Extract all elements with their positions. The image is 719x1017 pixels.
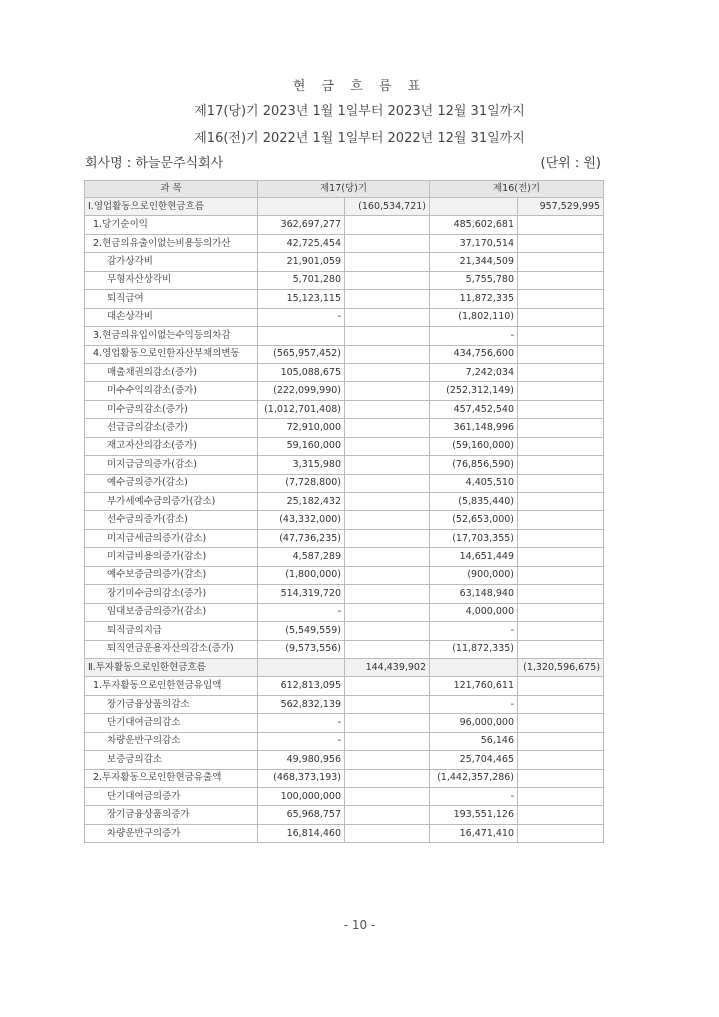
prior-detail-cell: 193,551,126: [430, 806, 518, 824]
account-cell: 1.투자활동으로인한현금유입액: [85, 677, 258, 695]
table-row: [85, 474, 604, 492]
account-cell: 미수수익의감소(증가): [85, 382, 258, 400]
current-detail-cell: (43,332,000): [258, 511, 345, 529]
prior-total-cell: [518, 216, 604, 234]
account-cell: 부가세예수금의증가(감소): [85, 493, 258, 511]
prior-detail-cell: 4,000,000: [430, 603, 518, 621]
header-account: 과 목: [85, 181, 258, 198]
prior-detail-cell: [430, 198, 518, 216]
current-total-cell: [345, 474, 430, 492]
prior-total-cell: [518, 345, 604, 363]
account-cell: 장기금융상품의증가: [85, 806, 258, 824]
prior-detail-cell: 121,760,611: [430, 677, 518, 695]
current-total-cell: [345, 732, 430, 750]
prior-detail-cell: 96,000,000: [430, 714, 518, 732]
current-total-cell: [345, 400, 430, 418]
current-detail-cell: (7,728,800): [258, 474, 345, 492]
prior-detail-cell: 56,146: [430, 732, 518, 750]
prior-detail-cell: 361,148,996: [430, 419, 518, 437]
prior-total-cell: [518, 622, 604, 640]
account-cell: 예수보증금의증가(감소): [85, 566, 258, 584]
current-total-cell: [345, 308, 430, 326]
prior-total-cell: [518, 363, 604, 381]
header-current: 제17(당)기: [258, 181, 430, 198]
current-total-cell: [345, 290, 430, 308]
prior-detail-cell: (76,856,590): [430, 456, 518, 474]
current-detail-cell: 15,123,115: [258, 290, 345, 308]
table-row: [85, 437, 604, 455]
prior-total-cell: [518, 308, 604, 326]
current-detail-cell: (1,800,000): [258, 566, 345, 584]
current-detail-cell: -: [258, 732, 345, 750]
current-detail-cell: (565,957,452): [258, 345, 345, 363]
current-detail-cell: 562,832,139: [258, 695, 345, 713]
current-detail-cell: (5,549,559): [258, 622, 345, 640]
table-row: [85, 253, 604, 271]
current-detail-cell: 21,901,059: [258, 253, 345, 271]
prior-total-cell: [518, 548, 604, 566]
prior-total-cell: [518, 271, 604, 289]
current-detail-cell: -: [258, 714, 345, 732]
current-total-cell: [345, 345, 430, 363]
current-total-cell: [345, 751, 430, 769]
table-row: [85, 658, 604, 676]
current-total-cell: [345, 603, 430, 621]
current-total-cell: [345, 640, 430, 658]
prior-detail-cell: -: [430, 327, 518, 345]
current-total-cell: [345, 419, 430, 437]
current-total-cell: [345, 363, 430, 381]
prior-total-cell: 957,529,995: [518, 198, 604, 216]
prior-detail-cell: 21,344,509: [430, 253, 518, 271]
prior-total-cell: [518, 290, 604, 308]
prior-total-cell: [518, 234, 604, 252]
prior-detail-cell: 16,471,410: [430, 824, 518, 842]
table-row: [85, 308, 604, 326]
prior-total-cell: [518, 769, 604, 787]
prior-detail-cell: -: [430, 788, 518, 806]
prior-total-cell: [518, 400, 604, 418]
prior-detail-cell: -: [430, 695, 518, 713]
table-row: [85, 234, 604, 252]
table-row: [85, 548, 604, 566]
current-total-cell: [345, 548, 430, 566]
account-cell: 미수금의감소(증가): [85, 400, 258, 418]
table-row: [85, 327, 604, 345]
prior-total-cell: [518, 437, 604, 455]
account-cell: 2.투자활동으로인한현금유출액: [85, 769, 258, 787]
account-cell: 장기금융상품의감소: [85, 695, 258, 713]
current-detail-cell: 59,160,000: [258, 437, 345, 455]
account-cell: 2.현금의유출이없는비용등의가산: [85, 234, 258, 252]
table-row: [85, 271, 604, 289]
current-total-cell: [345, 677, 430, 695]
prior-total-cell: [518, 456, 604, 474]
current-detail-cell: 5,701,280: [258, 271, 345, 289]
table-row: [85, 566, 604, 584]
prior-detail-cell: (900,000): [430, 566, 518, 584]
prior-total-cell: (1,320,596,675): [518, 658, 604, 676]
current-detail-cell: -: [258, 308, 345, 326]
prior-detail-cell: (1,442,357,286): [430, 769, 518, 787]
table-row: [85, 695, 604, 713]
current-detail-cell: 16,814,460: [258, 824, 345, 842]
account-cell: 매출채권의감소(증가): [85, 363, 258, 381]
company-name: 회사명 : 하늘문주식회사: [85, 156, 224, 171]
prior-total-cell: [518, 806, 604, 824]
account-cell: 장기미수금의감소(증가): [85, 585, 258, 603]
current-total-cell: [345, 806, 430, 824]
table-row: [85, 198, 604, 216]
table-row: [85, 640, 604, 658]
account-cell: 4.영업활동으로인한자산부채의변동: [85, 345, 258, 363]
prior-total-cell: [518, 677, 604, 695]
prior-total-cell: [518, 714, 604, 732]
account-cell: 임대보증금의증가(감소): [85, 603, 258, 621]
unit-label: (단위 : 원): [540, 156, 601, 171]
current-detail-cell: -: [258, 603, 345, 621]
table-row: [85, 529, 604, 547]
prior-detail-cell: [430, 658, 518, 676]
account-cell: 단기대여금의증가: [85, 788, 258, 806]
current-total-cell: [345, 234, 430, 252]
current-detail-cell: (222,099,990): [258, 382, 345, 400]
current-total-cell: 144,439,902: [345, 658, 430, 676]
current-total-cell: [345, 622, 430, 640]
current-total-cell: [345, 566, 430, 584]
account-cell: 대손상각비: [85, 308, 258, 326]
account-cell: 선급금의감소(증가): [85, 419, 258, 437]
current-detail-cell: 25,182,432: [258, 493, 345, 511]
table-row: [85, 788, 604, 806]
prior-detail-cell: 63,148,940: [430, 585, 518, 603]
current-detail-cell: (47,736,235): [258, 529, 345, 547]
prior-total-cell: [518, 603, 604, 621]
prior-total-cell: [518, 566, 604, 584]
current-detail-cell: (9,573,556): [258, 640, 345, 658]
current-detail-cell: 100,000,000: [258, 788, 345, 806]
current-detail-cell: [258, 198, 345, 216]
table-header-row: [85, 181, 604, 198]
table-row: [85, 824, 604, 842]
account-cell: 재고자산의감소(증가): [85, 437, 258, 455]
account-cell: 감가상각비: [85, 253, 258, 271]
current-total-cell: [345, 493, 430, 511]
current-detail-cell: 514,319,720: [258, 585, 345, 603]
current-total-cell: [345, 585, 430, 603]
current-total-cell: (160,534,721): [345, 198, 430, 216]
current-total-cell: [345, 769, 430, 787]
current-detail-cell: 4,587,289: [258, 548, 345, 566]
prior-total-cell: [518, 327, 604, 345]
prior-detail-cell: -: [430, 622, 518, 640]
document-title: 현 금 흐 름 표: [292, 79, 427, 94]
prior-total-cell: [518, 751, 604, 769]
account-cell: 선수금의증가(감소): [85, 511, 258, 529]
prior-detail-cell: (52,653,000): [430, 511, 518, 529]
account-cell: 단기대여금의감소: [85, 714, 258, 732]
current-detail-cell: [258, 658, 345, 676]
prior-detail-cell: (252,312,149): [430, 382, 518, 400]
prior-detail-cell: 434,756,600: [430, 345, 518, 363]
current-total-cell: [345, 788, 430, 806]
table-row: [85, 456, 604, 474]
prior-detail-cell: 25,704,465: [430, 751, 518, 769]
prior-detail-cell: (5,835,440): [430, 493, 518, 511]
current-total-cell: [345, 511, 430, 529]
prior-total-cell: [518, 419, 604, 437]
current-detail-cell: (468,373,193): [258, 769, 345, 787]
table-row: [85, 622, 604, 640]
account-cell: 미지급세금의증가(감소): [85, 529, 258, 547]
prior-detail-cell: (17,703,355): [430, 529, 518, 547]
account-cell: Ⅱ.투자활동으로인한현금흐름: [85, 658, 258, 676]
prior-total-cell: [518, 695, 604, 713]
prior-total-cell: [518, 640, 604, 658]
account-cell: 차량운반구의증가: [85, 824, 258, 842]
cash-flow-table: [84, 180, 604, 843]
table-row: [85, 216, 604, 234]
account-cell: 미지급비용의증가(감소): [85, 548, 258, 566]
prior-detail-cell: 457,452,540: [430, 400, 518, 418]
account-cell: 퇴직금의지급: [85, 622, 258, 640]
current-detail-cell: 3,315,980: [258, 456, 345, 474]
current-total-cell: [345, 271, 430, 289]
table-row: [85, 419, 604, 437]
prior-detail-cell: (11,872,335): [430, 640, 518, 658]
table-row: [85, 714, 604, 732]
account-cell: 퇴직급여: [85, 290, 258, 308]
prior-total-cell: [518, 529, 604, 547]
account-cell: 보증금의감소: [85, 751, 258, 769]
account-cell: 3.현금의유입이없는수익등의차감: [85, 327, 258, 345]
prior-total-cell: [518, 253, 604, 271]
current-detail-cell: (1,012,701,408): [258, 400, 345, 418]
current-detail-cell: 65,968,757: [258, 806, 345, 824]
current-total-cell: [345, 216, 430, 234]
table-row: [85, 382, 604, 400]
table-row: [85, 677, 604, 695]
current-total-cell: [345, 437, 430, 455]
current-total-cell: [345, 253, 430, 271]
current-detail-cell: 49,980,956: [258, 751, 345, 769]
prior-total-cell: [518, 511, 604, 529]
table-row: [85, 290, 604, 308]
account-cell: 차량운반구의감소: [85, 732, 258, 750]
current-detail-cell: 612,813,095: [258, 677, 345, 695]
prior-detail-cell: 14,651,449: [430, 548, 518, 566]
current-detail-cell: 72,910,000: [258, 419, 345, 437]
table-row: [85, 585, 604, 603]
table-row: [85, 400, 604, 418]
current-total-cell: [345, 529, 430, 547]
period-prior: 제16(전)기 2022년 1월 1일부터 2022년 12월 31일까지: [194, 131, 525, 146]
current-total-cell: [345, 714, 430, 732]
prior-total-cell: [518, 824, 604, 842]
table-row: [85, 345, 604, 363]
table-row: [85, 806, 604, 824]
prior-total-cell: [518, 788, 604, 806]
prior-detail-cell: (59,160,000): [430, 437, 518, 455]
prior-detail-cell: 485,602,681: [430, 216, 518, 234]
account-cell: Ⅰ.영업활동으로인한현금흐름: [85, 198, 258, 216]
prior-detail-cell: 7,242,034: [430, 363, 518, 381]
current-total-cell: [345, 382, 430, 400]
prior-total-cell: [518, 585, 604, 603]
current-total-cell: [345, 456, 430, 474]
table-row: [85, 751, 604, 769]
account-cell: 무형자산상각비: [85, 271, 258, 289]
prior-detail-cell: 5,755,780: [430, 271, 518, 289]
current-detail-cell: 105,088,675: [258, 363, 345, 381]
current-detail-cell: 42,725,454: [258, 234, 345, 252]
current-total-cell: [345, 695, 430, 713]
table-row: [85, 493, 604, 511]
prior-total-cell: [518, 474, 604, 492]
period-current: 제17(당)기 2023년 1월 1일부터 2023년 12월 31일까지: [194, 104, 525, 119]
prior-total-cell: [518, 732, 604, 750]
prior-detail-cell: 11,872,335: [430, 290, 518, 308]
current-detail-cell: [258, 327, 345, 345]
current-total-cell: [345, 327, 430, 345]
prior-detail-cell: 37,170,514: [430, 234, 518, 252]
current-total-cell: [345, 824, 430, 842]
current-detail-cell: 362,697,277: [258, 216, 345, 234]
prior-total-cell: [518, 493, 604, 511]
table-row: [85, 603, 604, 621]
prior-detail-cell: 4,405,510: [430, 474, 518, 492]
account-cell: 퇴직연금운용자산의감소(증가): [85, 640, 258, 658]
page-number: - 10 -: [343, 918, 376, 932]
table-row: [85, 511, 604, 529]
prior-detail-cell: (1,802,110): [430, 308, 518, 326]
account-cell: 예수금의증가(감소): [85, 474, 258, 492]
table-row: [85, 363, 604, 381]
account-cell: 미지급금의증가(감소): [85, 456, 258, 474]
table-row: [85, 769, 604, 787]
table-row: [85, 732, 604, 750]
prior-total-cell: [518, 382, 604, 400]
account-cell: 1.당기순이익: [85, 216, 258, 234]
header-prior: 제16(전)기: [430, 181, 604, 198]
